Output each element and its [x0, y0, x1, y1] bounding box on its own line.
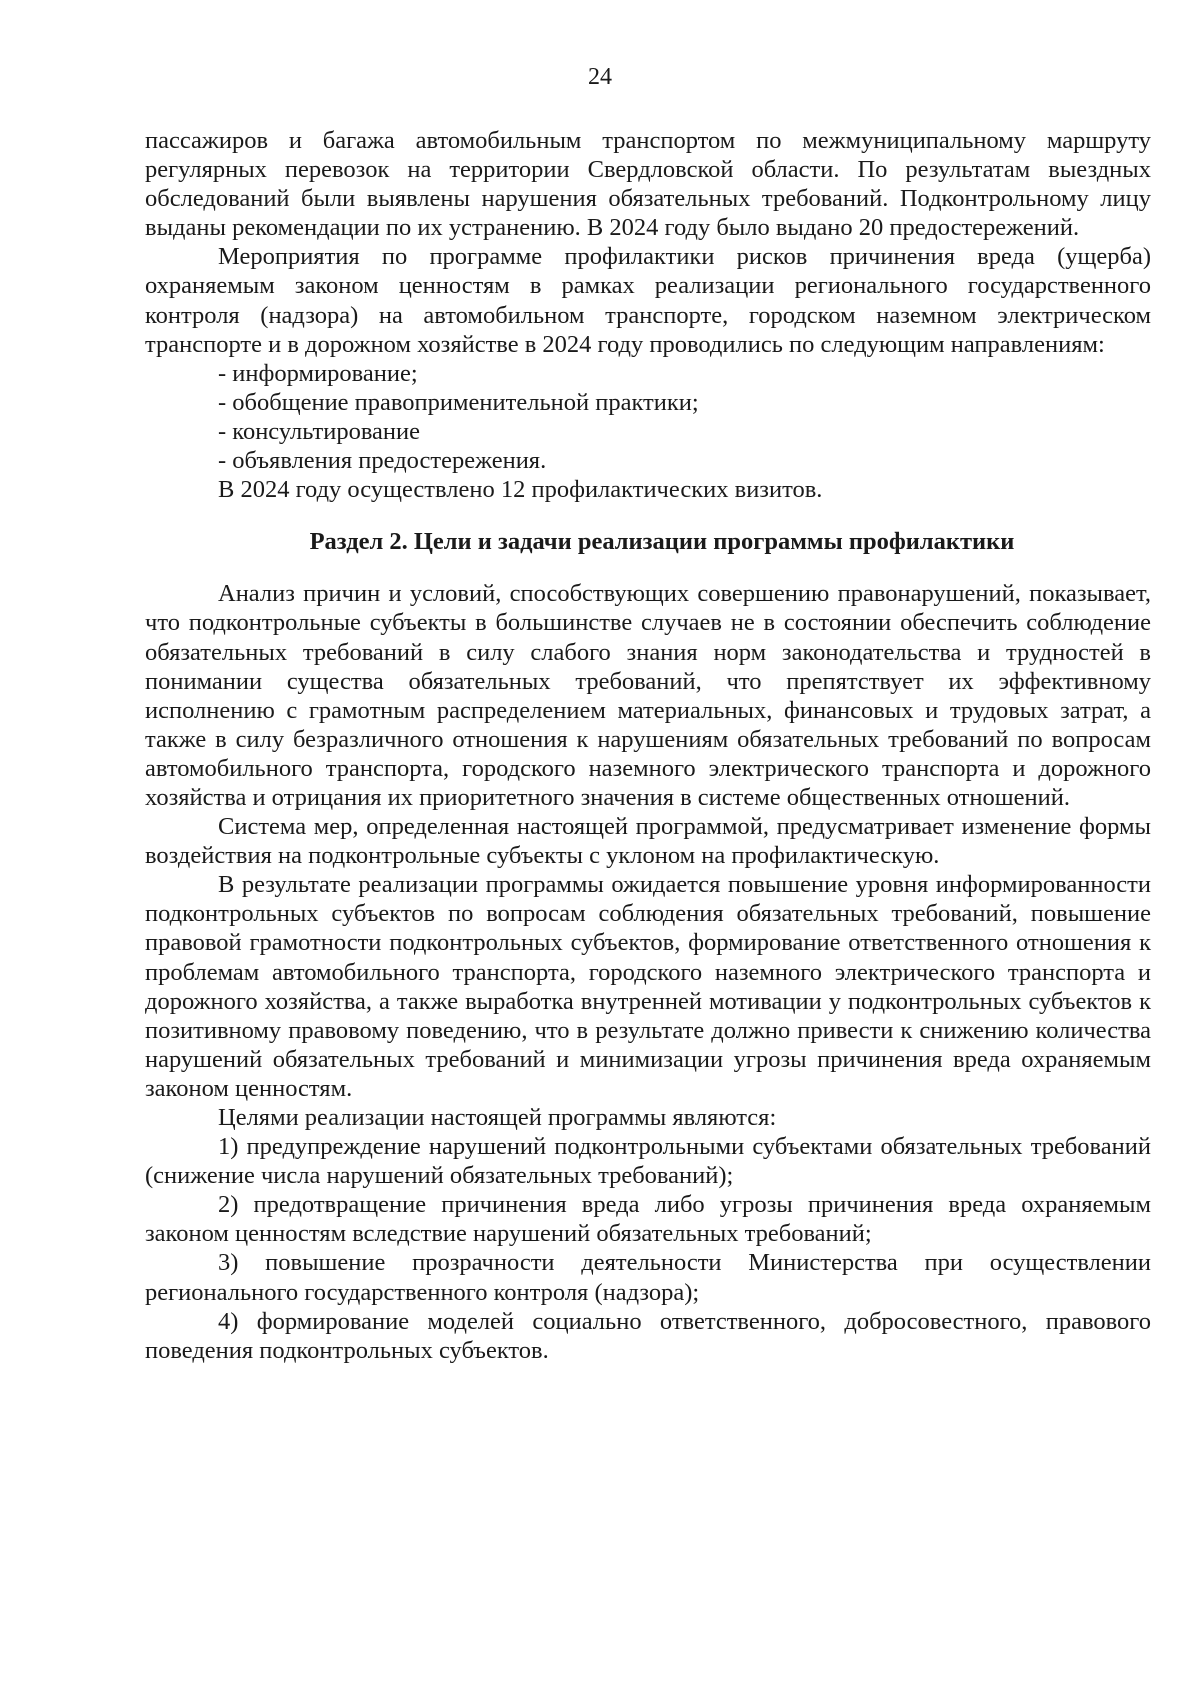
list-item: 3) повышение прозрачности деятельности Министерства при осуществлении регионального государственного контроля (надзора); — [145, 1249, 1151, 1306]
paragraph: Анализ причин и условий, способствующих совершению правонарушений, показывает, что подконтрольные субъекты в большинстве случаев не в состоянии обеспечить соблюдение обязательных требований в силу слабого знания норм законодательства и трудностей в понимании существа обязательных требований, что препятствует их эффективному исполнению с грамотным распределением материальных, финансовых и трудовых затрат, а также в силу безразличного отношения к нарушениям обязательных требований по вопросам автомобильного транспорта, городского наземного электрического транспорта и дорожного хозяйства и отрицания их приоритетного значения в системе общественных отношений. — [145, 580, 1151, 811]
paragraph: пассажиров и багажа автомобильным транспортом по межмуниципальному маршруту регулярных перевозок на территории Свердловской области. По результатам выездных обследований были выявлены нарушения обязательных требований. Подконтрольному лицу выданы рекомендации по их устранению. В 2024 году было выдано 20 предостережений. — [145, 127, 1151, 242]
paragraph: Целями реализации настоящей программы являются: — [218, 1104, 777, 1131]
list-item: 4) формирование моделей социально ответственного, добросовестного, правового поведения подконтрольных субъектов. — [145, 1307, 1151, 1364]
list-item: - консультирование — [218, 417, 421, 445]
paragraph: В 2024 году осуществлено 12 профилактических визитов. — [218, 476, 823, 504]
paragraph: Система мер, определенная настоящей программой, предусматривает изменение формы воздействия на подконтрольные субъекты с уклоном на профилактическую. — [145, 813, 1151, 870]
list-item: - информирование; — [218, 359, 418, 387]
section-1-continuation — [145, 126, 1151, 504]
section-heading: Раздел 2. Цели и задачи реализации программы профилактики — [309, 528, 1015, 556]
list-item: - обобщение правоприменительной практики; — [218, 388, 699, 416]
list-item: - объявления предостережения. — [218, 447, 547, 475]
page-number: 24 — [588, 64, 612, 90]
list-item: 1) предупреждение нарушений подконтрольными субъектами обязательных требований (снижение числа нарушений обязательных требований); — [145, 1133, 1151, 1190]
list-item: 2) предотвращение причинения вреда либо угрозы причинения вреда охраняемым законом ценностям вследствие нарушений обязательных требований; — [145, 1191, 1151, 1248]
paragraph: Мероприятия по программе профилактики рисков причинения вреда (ущерба) охраняемым законом ценностям в рамках реализации регионального государственного контроля (надзора) на автомобильном транспорте, городском наземном электрическом транспорте и в дорожном хозяйстве в 2024 году проводились по следующим направлениям: — [145, 243, 1151, 358]
paragraph: В результате реализации программы ожидается повышение уровня информированности подконтрольных субъектов по вопросам соблюдения обязательных требований, повышение правовой грамотности подконтрольных субъектов, формирование ответственного отношения к проблемам автомобильного транспорта, городского наземного электрического транспорта и дорожного хозяйства, а также выработка внутренней мотивации у подконтрольных субъектов к позитивному правовому поведению, что в результате должно привести к снижению количества нарушений обязательных требований и минимизации угрозы причинения вреда охраняемым законом ценностям. — [145, 871, 1151, 1102]
document-body — [145, 126, 1151, 1365]
section-2-body — [145, 579, 1151, 1365]
